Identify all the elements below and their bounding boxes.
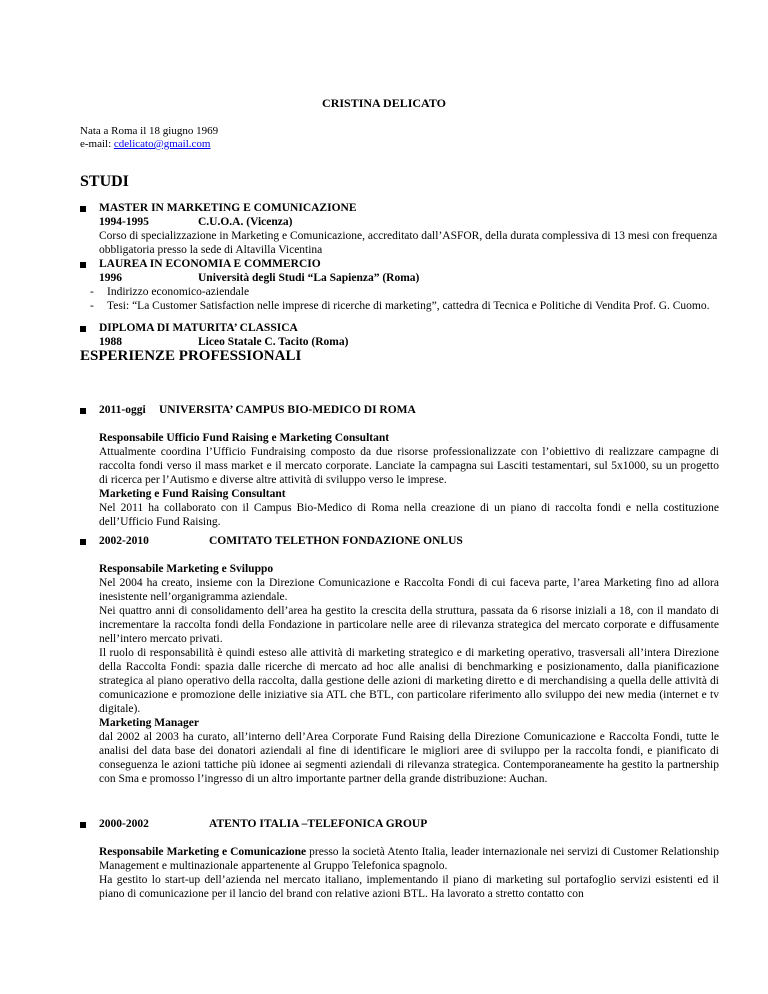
studi-year-row — [99, 215, 719, 229]
job-period: 2000-2002 — [99, 818, 149, 830]
job-org: UNIVERSITA’ CAMPUS BIO-MEDICO DI ROMA — [159, 404, 416, 416]
job-text: Ha gestito lo start-up dell’azienda nel mercato italiano, implementando il piano di marketing sul portafoglio servizi esistenti ed il piano di comunicazione per il lancio del brand con relative azioni BTL. Ha lavorato a stretto contatto con — [99, 874, 719, 900]
job-text: Attualmente coordina l’Ufficio Fundraising composto da due risorse professionalizzate con l’obiettivo di realizzare campagne di raccolta fondi verso il mass market e il mercato corporate. Lanciate la campagna sui Lasciti testamentari, sul 5x1000, su un progetto di ricerca per l’Autismo e diverse altre attività di sviluppo verso le imprese. — [99, 446, 719, 486]
studi-title: LAUREA IN ECONOMIA E COMMERCIO — [99, 258, 321, 270]
job-text: Responsabile Marketing e Comunicazione presso la società Atento Italia, leader internazionale nei servizi di Customer Relationship Management e multinazionale appartenente al Gruppo Telefonica spagnolo. — [99, 846, 719, 872]
studi-item-laurea — [90, 257, 719, 313]
job-text: Nel 2004 ha creato, insieme con la Direzione Comunicazione e Raccolta Fondi di cui faceva parte, l’area Marketing fino ad allora inesistente nell’organigramma aziendale. — [99, 577, 719, 603]
job-role: Responsabile Marketing e Comunicazione — [99, 846, 307, 858]
studi-item-master — [99, 201, 719, 257]
studi-year: 1994-1995 — [99, 216, 149, 228]
bullet-icon — [80, 822, 86, 828]
job-org: COMITATO TELETHON FONDAZIONE ONLUS — [209, 535, 463, 547]
studi-title: DIPLOMA DI MATURITA’ CLASSICA — [99, 322, 298, 334]
job-campus — [99, 403, 719, 529]
studi-detail: - Indirizzo economico-aziendale — [90, 286, 250, 298]
job-text: dal 2002 al 2003 ha curato, all’interno dell’Area Corporate Fund Raising della Direzione Comunicazione e Raccolta Fondi, tutte le analisi del data base dei donatori aziendali al fine di identificare le migliori aree di sviluppo per la raccolta fondi, e pianificato di conseguenza le azioni tattiche più idonee ai segmenti aziendali di rilevanza strategica. Contemporaneamente ha gestito la partnership con Sma e promosso l’ingresso di un altro importante partner della grande distribuzione: Auchan. — [99, 731, 719, 785]
studi-year-row — [99, 271, 719, 285]
studi-year: 1996 — [99, 272, 122, 284]
studi-place: C.U.O.A. (Vicenza) — [198, 216, 293, 228]
bullet-icon — [80, 539, 86, 545]
job-text: Nel 2011 ha collaborato con il Campus Bio-Medico di Roma nella creazione di un piano di raccolta fondi e nella costituzione dell’Ufficio Fund Raising. — [99, 502, 719, 528]
job-text: Il ruolo di responsabilità è quindi esteso alle attività di marketing strategico e di marketing operativo, trasversali all’intera Direzione della Raccolta Fondi: spazia dalle ricerche di mercato ad hoc alle analisi di benchmarking e posizionamento, dalla pianificazione strategica al piano operativo della raccolta, dalla gestione delle azioni di marketing diretto e di merchandising a quella delle attività di comunicazione e promozione delle iniziative sia ATL che BTL, con particolare riferimento allo sviluppo dei new media (internet e tv digitale). — [99, 647, 719, 715]
job-atento — [99, 817, 719, 901]
job-header — [99, 403, 719, 417]
job-header — [99, 817, 719, 831]
section-heading-esperienze: ESPERIENZE PROFESSIONALI — [80, 348, 302, 364]
studi-title: MASTER IN MARKETING E COMUNICAZIONE — [99, 202, 357, 214]
job-period: 2002-2010 — [99, 535, 149, 547]
section-heading-studi: STUDI — [80, 173, 129, 190]
email-link[interactable]: cdelicato@gmail.com — [113, 138, 211, 150]
job-period: 2011-oggi — [99, 404, 146, 416]
personal-info — [80, 125, 218, 151]
email-line — [80, 138, 218, 151]
bullet-icon — [80, 326, 86, 332]
job-org: ATENTO ITALIA –TELEFONICA GROUP — [209, 818, 428, 830]
studi-detail: - Tesi: “La Customer Satisfaction nelle imprese di ricerche di marketing”, cattedra di Tecnica e Politiche di Vendita Prof. G. Cuomo. — [90, 300, 710, 312]
job-header — [99, 534, 719, 548]
birth-info: Nata a Roma il 18 giugno 1969 — [80, 125, 219, 137]
studi-place: Liceo Statale C. Tacito (Roma) — [198, 336, 349, 348]
studi-item-diploma — [99, 321, 719, 349]
studi-place: Università degli Studi “La Sapienza” (Roma) — [198, 272, 420, 284]
job-role: Responsabile Marketing e Sviluppo — [99, 563, 274, 575]
bullet-icon — [80, 262, 86, 268]
job-role: Responsabile Ufficio Fund Raising e Marketing Consultant — [99, 432, 390, 444]
studi-year: 1988 — [99, 336, 122, 348]
job-role: Marketing e Fund Raising Consultant — [99, 488, 286, 500]
studi-year-row — [99, 335, 719, 349]
email-label: e-mail: — [80, 138, 114, 150]
cv-name: CRISTINA DELICATO — [322, 96, 446, 110]
job-text: Nei quattro anni di consolidamento dell’area ha gestito la crescita della struttura, passata da 6 risorse iniziali a 18, con il mandato di incrementare la raccolta fondi della Fondazione in particolare nelle aree di rilevanza strategica del mercato corporate e diffusamente nell’intero mercato privati. — [99, 605, 719, 645]
job-telethon — [99, 534, 719, 786]
bullet-icon — [80, 206, 86, 212]
job-role: Marketing Manager — [99, 717, 199, 729]
studi-desc: Corso di specializzazione in Marketing e Comunicazione, accreditato dall’ASFOR, della durata complessiva di 13 mesi con frequenza obbligatoria presso la sede di Altavilla Vicentina — [99, 230, 718, 256]
bullet-icon — [80, 408, 86, 414]
